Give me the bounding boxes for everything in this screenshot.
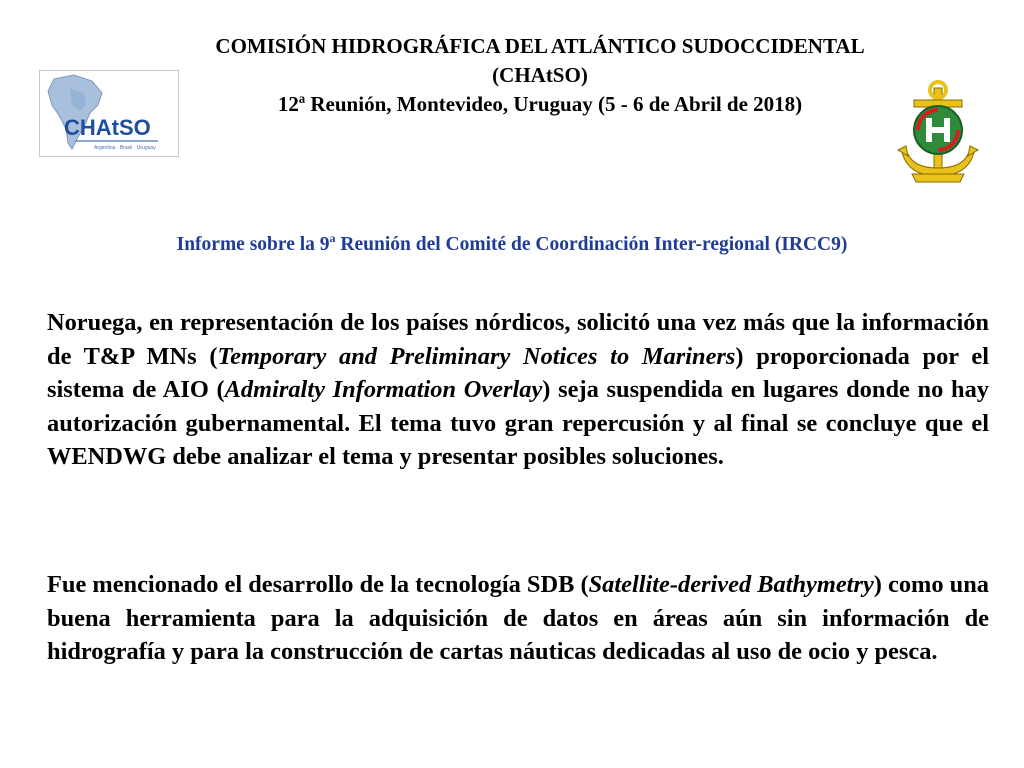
paragraph-italic-term: Temporary and Preliminary Notices to Mariners [217, 342, 736, 370]
chatso-logo-tagline: Argentina · Brasil · Uruguay [94, 145, 156, 151]
paragraph-text: Fue mencionado el desarrollo de la tecnología SDB ( [47, 571, 589, 598]
subtitle-suffix: Reunión del Comité de Coordinación Inter-regional (IRCC9) [335, 234, 848, 255]
subtitle-superscript: a [329, 231, 336, 245]
paragraph-text: ) proporcionada por el sistema de AIO ( [47, 342, 989, 404]
paragraph-text: ) seja suspendida en lugares donde no hay autorización gubernamental. El tema tuvo gran repercusión y al final se concluye que el WENDWG debe analizar el tema y presentar posibles soluciones. [47, 376, 990, 471]
paragraph-text: ) como una buena herramienta para la adquisición de datos en áreas aún sin información de hidrografía y para la construcción de cartas náuticas dedicadas al uso de ocio y pesca. [47, 571, 989, 666]
page-header [190, 32, 890, 119]
paragraph-norway [47, 306, 989, 474]
header-meeting: 12ª Reunión, Montevideo, Uruguay (5 - 6 de Abril de 2018) [277, 92, 803, 116]
paragraph-italic-term: Admiralty Information Overlay [224, 376, 543, 404]
paragraph-text: Noruega, en representación de los países nórdicos, solicitó una vez más que la información de T&P MNs ( [47, 309, 989, 370]
report-subtitle [0, 231, 1024, 256]
chatso-logo [39, 70, 179, 157]
chatso-logo-text: CHAtSO [64, 115, 151, 140]
iho-emblem-icon [888, 80, 988, 186]
subtitle-prefix: Informe sobre la 9 [176, 234, 330, 255]
chatso-logo-graphic [40, 71, 178, 156]
header-title: COMISIÓN HIDROGRÁFICA DEL ATLÁNTICO SUDOCCIDENTAL [215, 34, 865, 58]
paragraph-sdb [47, 568, 989, 669]
header-acronym: (CHAtSO) [492, 63, 588, 87]
paragraph-italic-term: Satellite-derived Bathymetry [588, 571, 874, 598]
